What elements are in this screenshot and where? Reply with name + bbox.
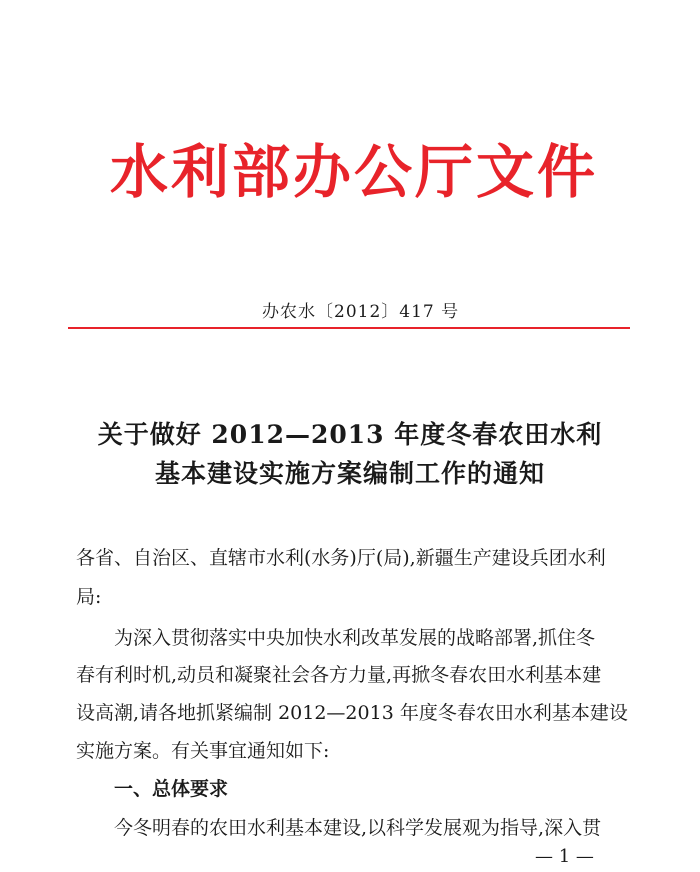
header-red-rule [68, 327, 630, 329]
paragraph2-line-1: 今冬明春的农田水利基本建设,以科学发展观为指导,深入贯 [114, 817, 602, 839]
recipient-line-1: 各省、自治区、直辖市水利(水务)厅(局),新疆生产建设兵团水利 [76, 547, 606, 569]
document-title-line-1: 关于做好 2012—2013 年度冬春农田水利 [97, 420, 603, 449]
paragraph1-line-4: 实施方案。有关事宜通知如下: [76, 740, 330, 762]
document-number: 办农水〔2012〕417 号 [262, 302, 460, 322]
section-heading: 一、总体要求 [114, 778, 229, 800]
paragraph1-line-3: 设高潮,请各地抓紧编制 2012—2013 年度冬春农田水利基本建设 [76, 702, 628, 724]
page-number: — 1 — [535, 846, 594, 867]
document-title-line-2: 基本建设实施方案编制工作的通知 [154, 459, 545, 488]
paragraph1-line-1: 为深入贯彻落实中央加快水利改革发展的战略部署,抓住冬 [114, 627, 596, 649]
issuing-organization-header: 水利部办公厅文件 [110, 138, 599, 206]
recipient-line-2: 局: [76, 586, 102, 608]
paragraph1-line-2: 春有利时机,动员和凝聚社会各方力量,再掀冬春农田水利基本建 [76, 664, 602, 686]
